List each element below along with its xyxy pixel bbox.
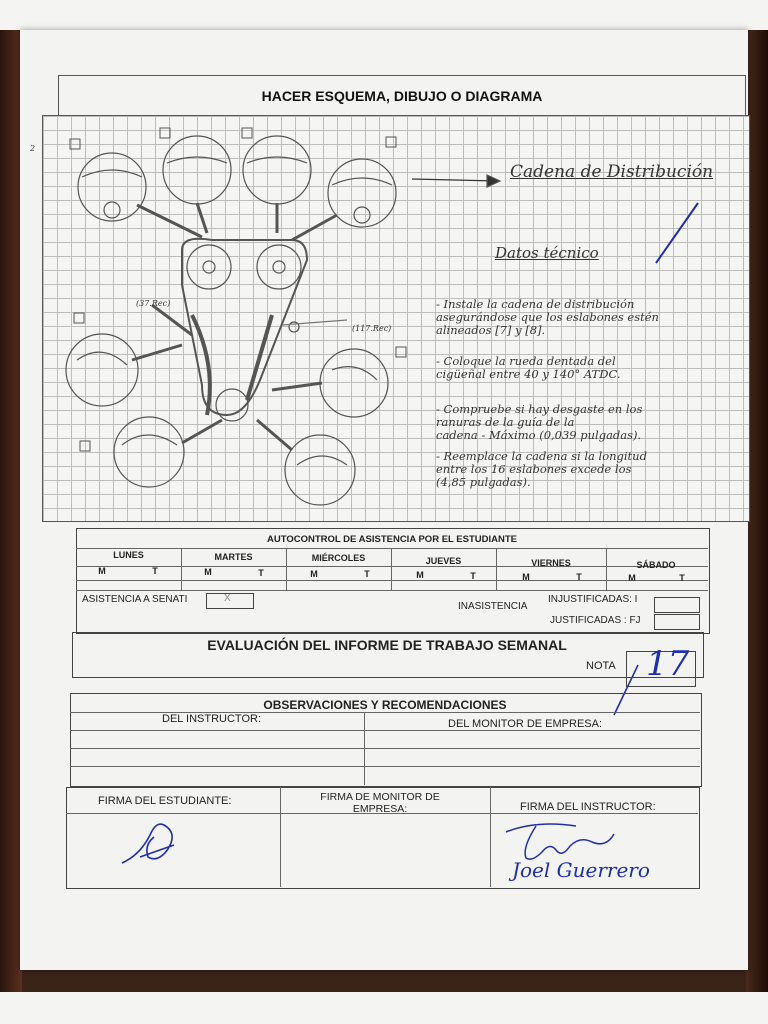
asistencia-mark: X bbox=[224, 593, 231, 604]
attendance-rule bbox=[76, 580, 708, 581]
nota-label: NOTA bbox=[586, 660, 616, 672]
student-signature bbox=[110, 815, 190, 870]
callout-box-7 bbox=[80, 441, 90, 451]
mon-m: M bbox=[98, 566, 106, 576]
day-wednesday: MIÉRCOLES bbox=[311, 553, 366, 563]
day-friday: VIERNES bbox=[531, 558, 571, 568]
photo-background-bottom bbox=[0, 992, 768, 1024]
justificadas-label: JUSTIFICADAS : FJ bbox=[550, 615, 641, 626]
note-line: cadena - Máximo (0,039 pulgadas). bbox=[436, 428, 642, 442]
diagram-topic: Cadena de Distribución bbox=[510, 162, 714, 182]
day-divider bbox=[286, 548, 287, 590]
note-line: asegurándose que los eslabones estén bbox=[436, 310, 659, 324]
note-line: alineados [7] y [8]. bbox=[436, 323, 546, 337]
tue-t: T bbox=[258, 568, 264, 578]
fri-t: T bbox=[576, 572, 582, 582]
day-saturday: SÁBADO bbox=[636, 560, 676, 570]
day-divider bbox=[496, 548, 497, 590]
note-line: - Reemplace la cadena si la longitud bbox=[436, 449, 647, 463]
callout-box-4 bbox=[386, 137, 396, 147]
nota-value: 17 bbox=[646, 644, 690, 684]
obs-monitor-label: DEL MONITOR DE EMPRESA: bbox=[448, 718, 603, 730]
note-line: cigüeñal entre 40 y 140° ATDC. bbox=[436, 367, 621, 381]
sheet-title-text: HACER ESQUEMA, DIBUJO O DIAGRAMA bbox=[261, 88, 543, 104]
obs-instructor-label: DEL INSTRUCTOR: bbox=[162, 713, 262, 725]
mon-t: T bbox=[152, 566, 158, 576]
obs-divider bbox=[364, 712, 365, 785]
wed-t: T bbox=[364, 569, 370, 579]
detail-circle-2 bbox=[163, 136, 231, 204]
datos-tecnico-heading: Datos técnico bbox=[495, 244, 599, 262]
note-line: - Compruebe si hay desgaste en los bbox=[436, 402, 643, 416]
note-line: - Coloque la rueda dentada del bbox=[436, 354, 616, 368]
teacher-check-mark bbox=[656, 203, 698, 263]
day-divider bbox=[391, 548, 392, 590]
callout-box-3 bbox=[242, 128, 252, 138]
asistencia-label: ASISTENCIA A SENATI bbox=[82, 594, 188, 605]
thu-t: T bbox=[470, 571, 476, 581]
note-line: (4,85 pulgadas). bbox=[436, 475, 531, 489]
obs-rule bbox=[70, 748, 700, 749]
obs-rule bbox=[70, 766, 700, 767]
callout-box-6 bbox=[396, 347, 406, 357]
injustificadas-box[interactable] bbox=[654, 597, 700, 613]
detail-circle-4 bbox=[328, 159, 396, 227]
callout-box-2 bbox=[160, 128, 170, 138]
right-tag: (117.Rec) bbox=[352, 324, 392, 333]
observations-title: OBSERVACIONES Y RECOMENDACIONES bbox=[263, 698, 507, 712]
day-tuesday: MARTES bbox=[214, 552, 253, 562]
sat-m: M bbox=[628, 573, 636, 583]
obs-rule bbox=[70, 730, 700, 731]
note-line: - Instale la cadena de distribución bbox=[436, 297, 635, 311]
evaluation-title: EVALUACIÓN DEL INFORME DE TRABAJO SEMANAL bbox=[207, 637, 567, 653]
day-monday: LUNES bbox=[113, 550, 144, 560]
thu-m: M bbox=[416, 570, 424, 580]
instructor-name-signature: Joel Guerrero bbox=[512, 858, 650, 882]
tue-m: M bbox=[204, 567, 212, 577]
callout-box-5 bbox=[74, 313, 84, 323]
callout-box-1 bbox=[70, 139, 80, 149]
monitor-signature-label: FIRMA DE MONITOR DE EMPRESA: bbox=[320, 791, 440, 815]
technical-notes bbox=[436, 298, 742, 489]
attendance-title: AUTOCONTROL DE ASISTENCIA POR EL ESTUDIANTE bbox=[266, 534, 517, 545]
wood-table-left bbox=[0, 30, 22, 992]
callout-label-1: 2 bbox=[30, 144, 36, 153]
instructor-signature-label: FIRMA DEL INSTRUCTOR: bbox=[520, 801, 656, 813]
attendance-rule bbox=[76, 590, 708, 591]
detail-circle-3 bbox=[243, 136, 311, 204]
inasistencia-label: INASISTENCIA bbox=[458, 601, 528, 612]
left-tag: (37.Rec) bbox=[136, 299, 171, 308]
sat-t: T bbox=[679, 573, 685, 583]
day-thursday: JUEVES bbox=[425, 556, 462, 566]
sheet-title bbox=[58, 75, 746, 116]
detail-circle-1 bbox=[78, 153, 146, 221]
day-divider bbox=[606, 548, 607, 590]
photo-background-top bbox=[0, 0, 768, 30]
instructor-signature-drawing bbox=[496, 818, 626, 863]
sig-divider bbox=[280, 787, 281, 887]
wed-m: M bbox=[310, 569, 318, 579]
sig-divider bbox=[490, 787, 491, 887]
fri-m: M bbox=[522, 572, 530, 582]
attendance-rule bbox=[76, 548, 708, 549]
student-signature-label: FIRMA DEL ESTUDIANTE: bbox=[98, 795, 232, 807]
day-divider bbox=[181, 548, 182, 590]
injustificadas-label: INJUSTIFICADAS: I bbox=[548, 594, 638, 605]
justificadas-box[interactable] bbox=[654, 614, 700, 630]
note-line: ranuras de la guía de la bbox=[436, 415, 575, 429]
note-line: entre los 16 eslabones excede los bbox=[436, 462, 632, 476]
